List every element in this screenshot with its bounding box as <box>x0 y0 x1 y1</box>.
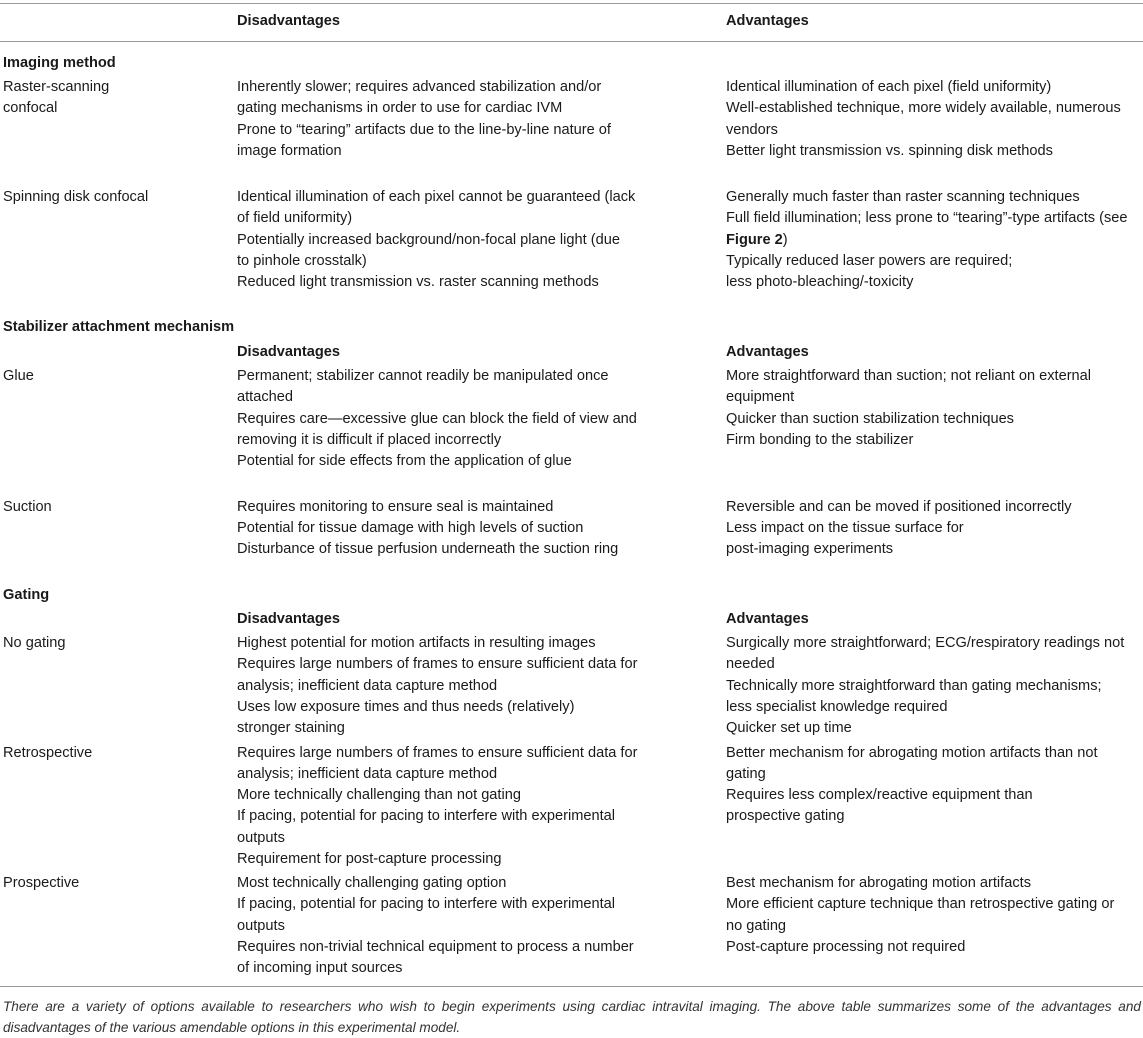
disadvantage-line: Highest potential for motion artifacts in resulting images <box>237 635 596 651</box>
disadvantage-line: More technically challenging than not gating <box>237 787 521 803</box>
disadvantage-line: Requires care—excessive glue can block the field of view and <box>237 411 637 427</box>
advantage-line: More efficient capture technique than retrospective gating or <box>726 896 1115 912</box>
advantage-line: Surgically more straightforward; ECG/respiratory readings not <box>726 635 1125 651</box>
advantage-line: Typically reduced laser powers are required; <box>726 253 1013 269</box>
disadvantage-line: Potential for tissue damage with high levels of suction <box>237 520 584 536</box>
advantage-line: Best mechanism for abrogating motion artifacts <box>726 875 1031 891</box>
advantage-line: Reversible and can be moved if positioned incorrectly <box>726 499 1072 515</box>
column-header-advantages: Advantages <box>726 13 809 29</box>
figure-reference-close: ) <box>782 232 788 248</box>
disadvantage-line: analysis; inefficient data capture method <box>237 766 498 782</box>
advantage-line: vendors <box>726 122 778 138</box>
advantage-line: Post-capture processing not required <box>726 939 966 955</box>
section-title-gating: Gating <box>3 587 50 603</box>
row-label: No gating <box>3 635 66 651</box>
disadvantage-line: Potential for side effects from the application of glue <box>237 453 572 469</box>
section-header-advantages: Advantages <box>726 611 809 627</box>
advantage-line: Identical illumination of each pixel (field uniformity) <box>726 79 1052 95</box>
advantage-line: less specialist knowledge required <box>726 699 948 715</box>
disadvantage-line: of incoming input sources <box>237 960 403 976</box>
section-title-imaging-method: Imaging method <box>3 55 116 71</box>
advantage-line: no gating <box>726 918 787 934</box>
disadvantage-line: outputs <box>237 918 285 934</box>
section-header-disadvantages: Disadvantages <box>237 611 341 627</box>
advantage-line: post-imaging experiments <box>726 541 894 557</box>
advantage-line: Full field illumination; less prone to “tearing”-type artifacts (see <box>726 210 1128 226</box>
advantage-line: Well-established technique, more widely available, numerous <box>726 100 1121 116</box>
advantage-line: More straightforward than suction; not reliant on external <box>726 368 1092 384</box>
advantage-line <box>726 230 788 251</box>
disadvantage-line: gating mechanisms in order to use for cardiac IVM <box>237 100 563 116</box>
disadvantage-line: to pinhole crosstalk) <box>237 253 367 269</box>
disadvantage-line: Uses low exposure times and thus needs (relatively) <box>237 699 575 715</box>
disadvantage-line: Permanent; stabilizer cannot readily be manipulated once <box>237 368 609 384</box>
advantage-line: needed <box>726 656 775 672</box>
row-label: Suction <box>3 499 52 515</box>
row-label: Prospective <box>3 875 80 891</box>
header-rule <box>0 41 1143 42</box>
advantage-line: Technically more straightforward than gating mechanisms; <box>726 678 1102 694</box>
advantage-line: Quicker than suction stabilization techniques <box>726 411 1014 427</box>
advantage-line: Requires less complex/reactive equipment than <box>726 787 1033 803</box>
row-label: Spinning disk confocal <box>3 189 149 205</box>
disadvantage-line: Requires large numbers of frames to ensure sufficient data for <box>237 656 638 672</box>
row-label: Glue <box>3 368 34 384</box>
advantage-line: Firm bonding to the stabilizer <box>726 432 914 448</box>
column-header-disadvantages: Disadvantages <box>237 13 341 29</box>
section-header-disadvantages: Disadvantages <box>237 344 341 360</box>
disadvantage-line: Reduced light transmission vs. raster scanning methods <box>237 274 599 290</box>
disadvantage-line: Requirement for post-capture processing <box>237 851 502 867</box>
advantage-line: gating <box>726 766 766 782</box>
disadvantage-line: attached <box>237 389 293 405</box>
table-top-rule <box>0 3 1143 4</box>
disadvantage-line: outputs <box>237 830 285 846</box>
disadvantage-line: Most technically challenging gating option <box>237 875 507 891</box>
advantage-line: Better mechanism for abrogating motion artifacts than not <box>726 745 1098 761</box>
section-header-advantages: Advantages <box>726 344 809 360</box>
disadvantage-line: If pacing, potential for pacing to interfere with experimental <box>237 896 616 912</box>
disadvantage-line: Requires large numbers of frames to ensure sufficient data for <box>237 745 638 761</box>
disadvantage-line: Inherently slower; requires advanced stabilization and/or <box>237 79 602 95</box>
disadvantage-line: If pacing, potential for pacing to interfere with experimental <box>237 808 616 824</box>
disadvantage-line: Disturbance of tissue perfusion underneath the suction ring <box>237 541 619 557</box>
disadvantage-line: removing it is difficult if placed incorrectly <box>237 432 502 448</box>
advantage-line: equipment <box>726 389 795 405</box>
disadvantage-line: Potentially increased background/non-focal plane light (due <box>237 232 620 248</box>
disadvantage-line: stronger staining <box>237 720 345 736</box>
figure-reference: Figure 2 <box>726 232 783 248</box>
advantage-line: Less impact on the tissue surface for <box>726 520 964 536</box>
table-caption: There are a variety of options available to researchers who wish to begin experiments using cardiac intravital imaging. The above table summarizes some of the advantages and disadvantages of the various amendable options in this experimental model. <box>3 999 1141 1035</box>
disadvantage-line: Requires non-trivial technical equipment to process a number <box>237 939 634 955</box>
disadvantage-line: image formation <box>237 143 342 159</box>
row-label: Raster-scanning <box>3 79 110 95</box>
row-label: Retrospective <box>3 745 93 761</box>
disadvantage-line: analysis; inefficient data capture method <box>237 678 498 694</box>
disadvantage-line: of field uniformity) <box>237 210 353 226</box>
table-bottom-rule <box>0 986 1143 987</box>
disadvantage-line: Prone to “tearing” artifacts due to the line-by-line nature of <box>237 122 611 138</box>
section-title-stabilizer-attachment: Stabilizer attachment mechanism <box>3 319 235 335</box>
advantage-line: Quicker set up time <box>726 720 852 736</box>
advantage-line: Better light transmission vs. spinning disk methods <box>726 143 1053 159</box>
advantage-line: Generally much faster than raster scanning techniques <box>726 189 1080 205</box>
advantage-line: less photo-bleaching/-toxicity <box>726 274 914 290</box>
row-label: confocal <box>3 100 58 116</box>
advantage-line: prospective gating <box>726 808 845 824</box>
disadvantage-line: Identical illumination of each pixel cannot be guaranteed (lack <box>237 189 636 205</box>
disadvantage-line: Requires monitoring to ensure seal is maintained <box>237 499 554 515</box>
